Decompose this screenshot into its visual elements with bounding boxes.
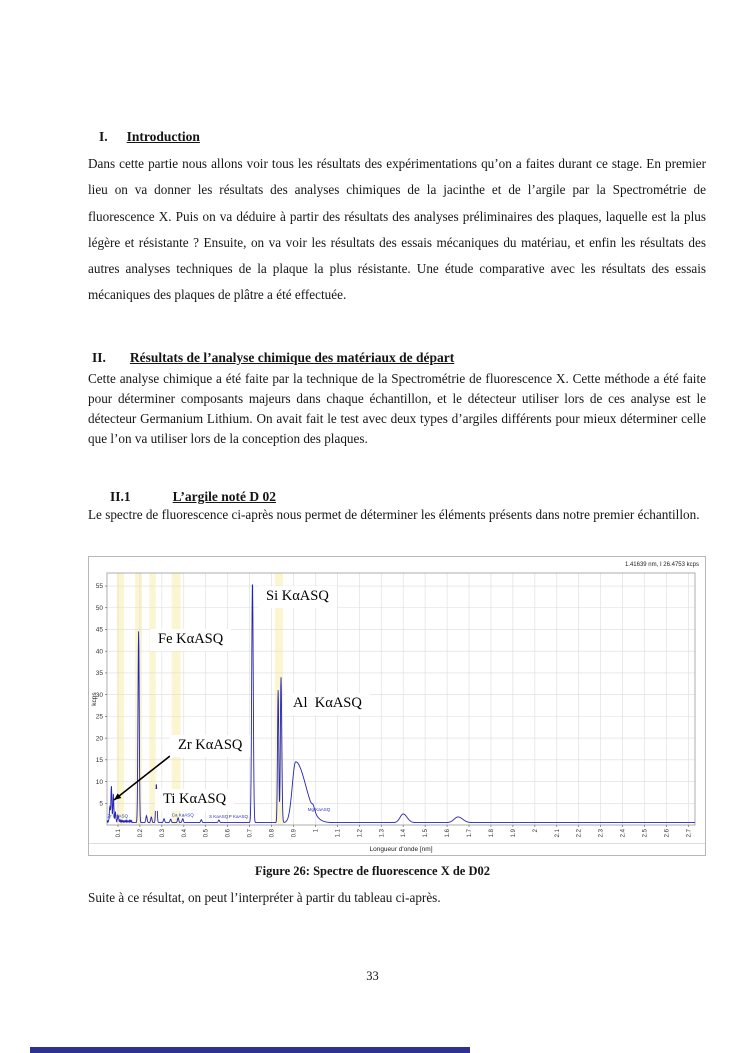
svg-text:15: 15 xyxy=(95,757,103,765)
svg-text:1.2: 1.2 xyxy=(357,829,364,838)
paragraph-analyse-chimique: Cette analyse chimique a été faite par la technique de la Spectrométrie de fluorescence X. Cette méthode a été faite pour déterminer composants majeurs dans chaque échantillon, et le détecteur utiliser lors de ces analyse est le détecteur Germanium Lithium. On avait fait le test avec deux types d’argiles différents pour mieux déterminer celle que l’on va utiliser lors de la conception des plaques. xyxy=(88,371,706,446)
svg-text:2: 2 xyxy=(532,829,539,833)
paragraph-closing: Suite à ce résultat, on peut l’interpréter à partir du tableau ci-après. xyxy=(88,890,441,905)
svg-text:20: 20 xyxy=(95,735,103,743)
paragraph-spectre: Le spectre de fluorescence ci-après nous permet de déterminer les éléments présents dans notre premier échantillon. xyxy=(88,507,700,522)
svg-text:35: 35 xyxy=(95,670,103,678)
section-heading-argile-d02 xyxy=(110,489,276,505)
svg-text:2.4: 2.4 xyxy=(620,829,627,838)
heading-title: Introduction xyxy=(126,129,200,144)
y-axis-label: kcps xyxy=(91,692,98,706)
svg-text:2.6: 2.6 xyxy=(664,829,671,838)
svg-text:1.4: 1.4 xyxy=(401,829,408,838)
peak-annotation-fe: Fe KαASQ xyxy=(150,629,231,651)
section-heading-resultats xyxy=(92,350,454,366)
heading-title: L’argile noté D 02 xyxy=(172,489,277,504)
svg-text:2.2: 2.2 xyxy=(576,829,583,838)
bottom-blue-bar xyxy=(30,1047,470,1053)
svg-text:1.3: 1.3 xyxy=(379,829,386,838)
svg-text:25: 25 xyxy=(95,713,103,721)
svg-text:0.1: 0.1 xyxy=(115,829,122,838)
svg-text:0.2: 0.2 xyxy=(137,829,144,838)
svg-text:50: 50 xyxy=(95,604,103,612)
minor-element-label: Mg KaASQ xyxy=(307,807,331,813)
section-heading-introduction xyxy=(99,129,200,145)
figure-26-spectrum xyxy=(88,556,706,856)
svg-text:2.7: 2.7 xyxy=(686,829,693,838)
page-number: 33 xyxy=(366,969,379,983)
svg-text:55: 55 xyxy=(95,583,103,591)
minor-element-label: Ca KaASQ xyxy=(171,812,194,818)
svg-text:0.4: 0.4 xyxy=(181,829,188,838)
minor-element-label: P KaASQ xyxy=(228,814,248,820)
heading-number: II. xyxy=(92,350,106,365)
paragraph-introduction: Dans cette partie nous allons voir tous les résultats des expérimentations qu’on a faites durant ce stage. En premier lieu on va donner les résultats des analyses chimiques de la jacinthe et de l’argile par la Spectrométrie de fluorescence X. Puis on va déduire à partir des résultats des analyses préliminaires des plaques, laquelle est la plus légère et résistante ? Ensuite, on va voir les résultats des essais mécaniques du matériau, et enfin les résultats des autres analyses techniques de la plaque la plus résistante. Une étude comparative avec les résultats des essais mécaniques des plaques de plâtre a été effectuée. xyxy=(88,156,706,303)
x-axis-label: Longueur d'onde [nm] xyxy=(369,846,433,853)
cursor-readout: 1.41639 nm, I 26.4753 kcps xyxy=(624,562,699,568)
svg-text:45: 45 xyxy=(95,626,103,634)
svg-text:1.9: 1.9 xyxy=(510,829,517,838)
peak-annotation-ti: Ti KαASQ xyxy=(155,789,234,811)
peak-annotation-al: Al KαASQ xyxy=(285,693,370,715)
svg-text:2.5: 2.5 xyxy=(642,829,649,838)
heading-number: I. xyxy=(99,129,108,144)
svg-text:1.8: 1.8 xyxy=(488,829,495,838)
minor-element-label: S KaASQ xyxy=(209,814,229,820)
svg-text:0.3: 0.3 xyxy=(159,829,166,838)
peak-annotation-zr: Zr KαASQ xyxy=(170,735,250,757)
peak-annotation-si: Si KαASQ xyxy=(258,586,337,608)
minor-element-label: Zr KaASQ xyxy=(107,813,128,819)
heading-number: II.1 xyxy=(110,489,131,504)
svg-text:30: 30 xyxy=(95,691,103,699)
svg-text:2.1: 2.1 xyxy=(554,829,561,838)
svg-text:0.8: 0.8 xyxy=(269,829,276,838)
svg-text:1.5: 1.5 xyxy=(423,829,430,838)
svg-text:2.3: 2.3 xyxy=(598,829,605,838)
svg-text:5: 5 xyxy=(99,800,103,808)
svg-text:10: 10 xyxy=(95,778,103,786)
svg-text:1.7: 1.7 xyxy=(467,829,474,838)
svg-text:0.6: 0.6 xyxy=(225,829,232,838)
svg-text:0.9: 0.9 xyxy=(291,829,298,838)
svg-text:0.5: 0.5 xyxy=(203,829,210,838)
heading-title: Résultats de l’analyse chimique des matériaux de départ xyxy=(129,350,455,365)
figure-caption: Figure 26: Spectre de fluorescence X de D02 xyxy=(254,864,491,878)
svg-text:0.7: 0.7 xyxy=(247,829,254,838)
svg-text:1: 1 xyxy=(313,829,320,833)
svg-text:1.6: 1.6 xyxy=(445,829,452,838)
svg-text:1.1: 1.1 xyxy=(335,829,342,838)
svg-text:40: 40 xyxy=(95,648,103,656)
